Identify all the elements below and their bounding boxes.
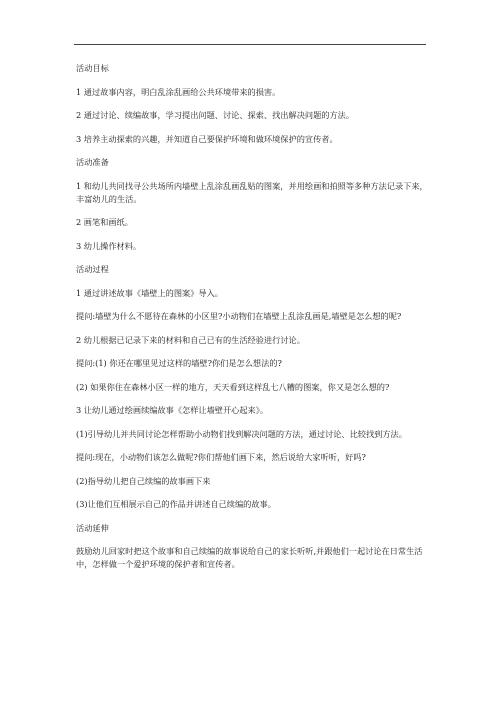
- goal-item-1: 1 通过故事内容，明白乱涂乱画给公共环境带来的损害。: [76, 86, 281, 97]
- document-body: [76, 62, 428, 582]
- section-heading-process: 活动过程: [76, 264, 109, 274]
- process-step-1: 1 通过讲述故事《墙壁上的图案》导入。: [76, 287, 223, 298]
- process-step-3: 3 让幼儿通过绘画续编故事《怎样让墙壁开心起来》。: [76, 405, 269, 415]
- section-heading-extension: 活动延伸: [76, 522, 109, 533]
- process-question-2: 提问:(1) 你还在哪里见过这样的墙壁?你们是怎么想法的?: [76, 358, 282, 368]
- preparation-item-3: 3 幼儿操作材料。: [76, 240, 142, 251]
- goal-item-2: 2 通过讨论、续编故事，学习提出问题、讨论、探索、找出解决问题的方法。: [76, 110, 355, 120]
- process-step-2: 2 幼儿根据已记录下来的材料和自己已有的生活经验进行讨论。: [76, 334, 305, 345]
- process-substep-1: (1)引导幼儿并共同讨论怎样帮助小动物们找到解决问题的方法，通过讨论、比较找到方法。: [76, 428, 407, 439]
- process-question-4: 提问:现在，小动物们该怎么做呢?你们帮他们画下来，然后说给大家听听，好吗?: [76, 452, 366, 462]
- process-substep-3: (3)让他们互相展示自己的作品并讲述自己续编的故事。: [76, 499, 276, 509]
- goal-item-3: 3 培养主动探索的兴趣，并知道自己要保护环境和做环境保护的宣传者。: [76, 133, 338, 144]
- preparation-item-1: 1 和幼儿共同找寻公共场所内墙壁上乱涂乱画乱贴的图案，并用绘画和拍照等多种方法记录下来，丰富幼儿的生活。: [76, 180, 428, 204]
- section-heading-preparation: 活动准备: [76, 157, 109, 167]
- section-heading-goals: 活动目标: [76, 63, 109, 73]
- extension-item: 鼓励幼儿回家时把这个故事和自己续编的故事说给自己的家长听听,并跟他们一起讨论在日常生活中，怎样做一个爱护环境的保护者和宣传者。: [76, 546, 423, 569]
- process-question-1: 提问:墙壁为什么不愿待在森林的小区里?小动物们在墙壁上乱涂乱画是,墙壁是怎么想的呢?: [76, 311, 402, 321]
- header-rule: [74, 44, 426, 45]
- process-substep-2: (2)指导幼儿把自己续编的故事画下来: [76, 475, 211, 486]
- preparation-item-2: 2 画笔和画纸。: [76, 217, 133, 227]
- process-question-3: (2) 如果你住在森林小区一样的地方，天天看到这样乱七八糟的图案，你又是怎么想的?: [76, 381, 390, 392]
